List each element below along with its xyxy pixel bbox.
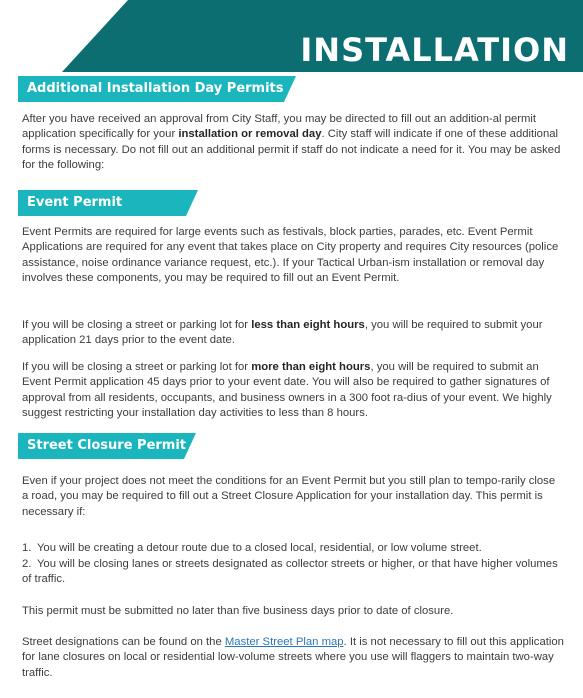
street-paragraph-1: Even if your project does not meet the conditions for an Event Permit but you still plan to tempo-rarily close a road, you may be required to fill out a Street Closure Application for your installation day. This permit is necessary if: <box>22 475 556 518</box>
section-heading-event-permit <box>18 190 198 216</box>
page-title: INSTALLATION <box>300 31 569 69</box>
page-banner <box>0 0 583 72</box>
heading-label: Street Closure Permit <box>27 438 187 453</box>
heading-label: Event Permit <box>27 195 123 210</box>
master-street-plan-link[interactable]: Master Street Plan map <box>224 636 344 648</box>
list-item: 1. You will be creating a detour route due to a closed local, residential, or low volume street. <box>22 542 482 554</box>
heading-label: Additional Installation Day Permits <box>27 81 284 96</box>
additional-intro: After you have received an approval from City Staff, you may be directed to fill out an addition-al permit application specifically for your installation or removal day. City staff will indicate if one of these additional forms is necessary. Do not fill out an additional permit if staff do not indicate a need for it. You may be asked for the following: <box>22 113 561 171</box>
list-item: 2. You will be closing lanes or streets designated as collector streets or higher, or that have higher volumes of traffic. <box>22 558 558 586</box>
street-paragraph-2: This permit must be submitted no later than five business days prior to date of closure. <box>22 605 454 617</box>
section-heading-additional <box>18 76 296 102</box>
event-paragraph-2: If you will be closing a street or parking lot for less than eight hours, you will be required to submit your application 21 days prior to the event date. <box>22 319 543 347</box>
section-heading-street-closure <box>18 433 196 459</box>
event-paragraph-1: Event Permits are required for large events such as festivals, block parties, parades, etc. Event Permit Applications are required for any event that takes place on City property and requires City resources (police assistance, noise ordinance variance request, etc.). If your Tactical Urban-ism installation or removal day involves these components, you may be required to fill out an Event Permit. <box>22 226 559 284</box>
event-paragraph-3: If you will be closing a street or parking lot for more than eight hours, you will be required to submit an Event Permit application 45 days prior to your event date. You will also be required to gather signatures of approval from all residents, occupants, and business owners in a 300 foot ra-dius of your event. We highly suggest restricting your installation day activities to less than 8 hours. <box>22 361 552 419</box>
street-paragraph-3: Street designations can be found on the Master Street Plan map. It is not necessary to fill out this application for lane closures on local or residential low-volume streets where you use will flaggers to maintain two-way traffic. <box>22 636 564 679</box>
